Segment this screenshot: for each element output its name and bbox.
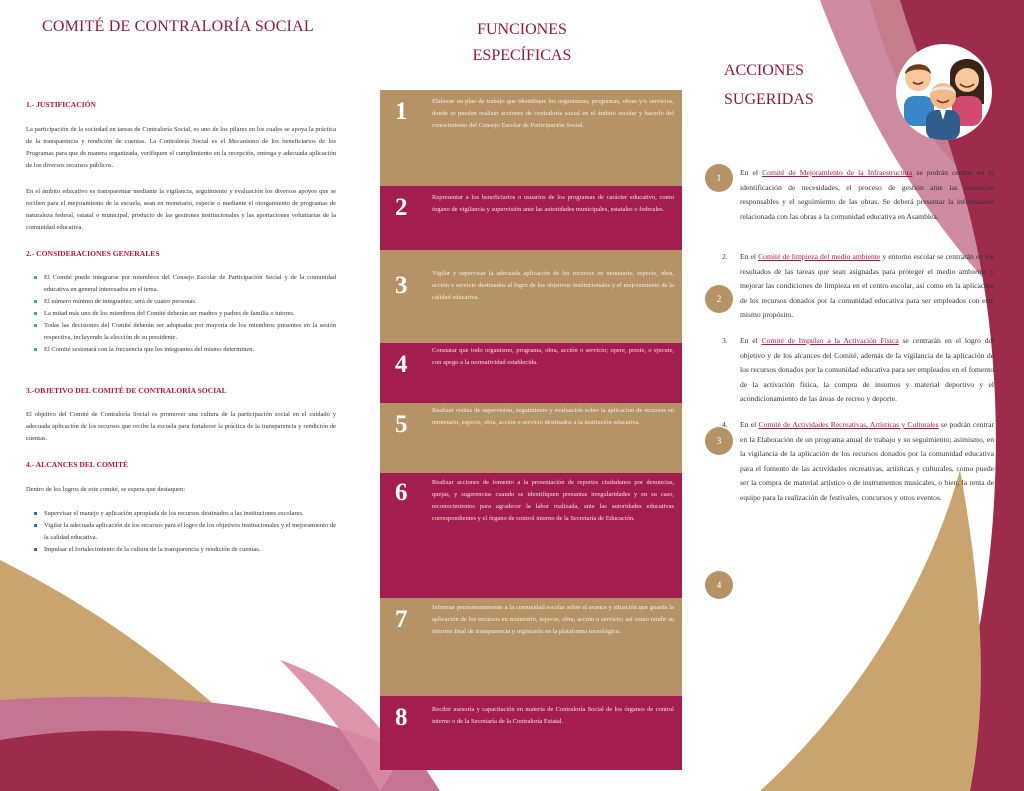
function-number: 4: [395, 351, 408, 378]
scope-intro: Dentro de los logros de este comité, se espera que destaquen:: [26, 486, 186, 493]
function-number: 2: [395, 194, 408, 221]
action-pre: En el: [740, 168, 763, 177]
function-number: 7: [395, 606, 408, 633]
committee-name: Comité de Impulso a la Activación Física: [761, 336, 899, 345]
people-illustration: [896, 44, 992, 140]
list-item: El Comité sesionará con la frecuencia que los integrantes del mismo determinen.: [26, 344, 336, 356]
function-block-3: [380, 250, 682, 343]
function-block-1: [380, 90, 682, 186]
function-block-8: [380, 696, 682, 770]
main-title: COMITÉ DE CONTRALORÍA SOCIAL: [42, 18, 314, 35]
function-text: Realizar visitas de supervisión, seguimiento y evaluación sobre la aplicación de recursos en monetario, especie, obra, acción o servicio destinados a la institución educativa.: [432, 407, 674, 426]
action-item-2: [722, 250, 994, 323]
action-marker-4: 4: [705, 571, 733, 599]
action-number: 2.: [722, 252, 728, 261]
function-text: Elaborar un plan de trabajo que identifique los organismos, programas, obras y/o servicios, donde se puedan realizar acciones de contraloría social en el ámbito escolar y hacerlo del conocimiento del Consejo Escolar de Participación Social.: [432, 98, 674, 129]
action-number: 4.: [722, 420, 728, 429]
action-pre: En el: [740, 420, 759, 429]
function-number: 8: [395, 704, 408, 731]
list-item: El número mínimo de integrantes; será de cuatro personas.: [26, 296, 336, 308]
committee-name: Comité de limpieza del medio ambiente: [758, 252, 881, 261]
action-item-3: [722, 334, 994, 407]
action-pre: En el: [740, 252, 759, 261]
function-number: 3: [395, 272, 408, 299]
actions-title: [724, 56, 814, 114]
action-text: se centrarán en el logro del objetivo y de los alcances del Comité, además de la vigilancia de la aplicación de los recursos donados por la comunidad educativa para ser empleados en el fomento de la activación física, la compra de insumos y material deportivo y el acondicionamiento de las áreas de recreo y deporte.: [740, 336, 994, 403]
objective-heading: 3.-OBJETIVO DEL COMITÉ DE CONTRALORÍA SOCIAL: [26, 386, 227, 395]
list-item: Impulsar el fortalecimiento de la cultura de la transparencia y rendición de cuentas.: [26, 544, 336, 556]
action-marker-3: 3: [705, 427, 733, 455]
functions-title-line1: FUNCIONES: [477, 21, 567, 38]
family-icon: [896, 44, 992, 140]
scope-list: [26, 508, 336, 556]
action-text: y entorno escolar se centrarán en los resultados de las tareas que sean asignadas para proteger el medio ambiente y mejorar las condiciones de limpieza en el centro escolar, así como en la aplicación de los recursos donados por la comunidad educativa para ser empleados con este mismo propósito.: [740, 252, 994, 319]
function-block-7: [380, 598, 682, 696]
function-block-4: [380, 343, 682, 403]
function-number: 6: [395, 479, 408, 506]
list-item: Todas las decisiones del Comité deberán ser adoptadas por mayoría de los miembros presentes en la sesión respectiva, incluyendo la elección de su presidente.: [26, 320, 336, 344]
functions-title-line2: ESPECÍFICAS: [472, 47, 572, 64]
action-text: se podrán centrar en la identificación de necesidades, el proceso de gestión ante las instancias responsables y el seguimiento de las obras. Se deberá presentar la información relacionada con las obras a la comunidad educativa en Asamblea.: [740, 168, 994, 221]
justification-heading: 1.- JUSTIFICACIÓN: [26, 100, 97, 109]
actions-title-line1: ACCIONES: [724, 62, 805, 79]
action-text: se podrán centrar en la Elaboración de un programa anual de trabajo y su seguimiento; asimismo, en la vigilancia de la aplicación de los recursos donados por la comunidad educativa para el fomento de las actividades recreativas, artísticas y culturales, como puede ser la compra de material artístico o de instrumentos musicales, o bien, la renta de equipo para la realización de festivales, concursos y otros eventos.: [740, 420, 995, 502]
function-block-5: [380, 403, 682, 473]
objective-paragraph: El objetivo del Comité de Contraloría Social es promover una cultura de la participación social en el cuidado y adecuada aplicación de los recursos que recibe la escuela para fortalecer la práctica de la transparencia y rendición de cuentas.: [26, 411, 336, 442]
general-considerations-list: [26, 272, 336, 356]
action-number: 3.: [722, 336, 728, 345]
general-considerations-heading: 2.- CONSIDERACIONES GENERALES: [26, 249, 160, 258]
function-block-2: [380, 186, 682, 250]
action-marker-1: 1: [705, 164, 733, 192]
action-item-1: [722, 166, 994, 224]
function-text: Realizar acciones de fomento a la presentación de reportes ciudadanos por denuncias, quejas, y sugerencias cuando se identifiquen presuntas irregularidades y en su caso, reconocimientos para agradecer la labor realizada, ante las autoridades educativas correspondientes y el órgano de control interno de la Secretaría de Educación.: [432, 479, 674, 522]
action-pre: En el: [740, 336, 762, 345]
committee-name: Comité de Mejoramiento de la Infraestructura: [762, 168, 913, 177]
justification-paragraph-1: La participación de la sociedad en tareas de Contraloría Social, es uno de los pilares en los cuales se apoya la práctica de la transparencia y rendición de cuentas. La Contraloría Social es el Mecanismo de los beneficiarios de los Programas para que de manera organizada, verifiquen el cumplimiento en la recepción, entrega y adecuada aplicación de los diversos recursos públicos.: [26, 126, 336, 169]
action-item-4: [722, 418, 994, 505]
scope-heading: 4.- ALCANCES DEL COMITÉ: [26, 460, 129, 469]
committee-name: Comité de Actividades Recreativas, Artísticas y Culturales: [758, 420, 939, 429]
function-text: Informar permanentemente a la comunidad escolar sobre el avance y situación que guarda la aplicación de los recursos en monetario, especie, obra, acción o servicio; así como rendir su informe final de transparencia y registrarlo en la plataforma tecnológica.: [432, 604, 674, 635]
function-number: 5: [395, 411, 408, 438]
function-text: Vigilar y supervisar la adecuada aplicación de los recursos en monetario, especie, obra, acción o servicio destinados al logro de los objetivos institucionales y el mejoramiento de la calidad educativa.: [432, 270, 674, 301]
list-item: Supervisar el manejo y aplicación apropiada de los recursos destinados a las instituciones escolares.: [26, 508, 336, 520]
function-text: Representar a los beneficiarios o usuarios de los programas de carácter educativo, como órgano de vigilancia y supervisión ante las autoridades municipales, estatales o federales.: [432, 194, 674, 213]
list-item: La mitad más uno de los miembros del Comité deberán ser madres y padres de familia o tutores.: [26, 308, 336, 320]
function-text: Recibir asesoría y capacitación en materia de Contraloría Social de los órganos de control interno o de la Secretaría de la Contraloría Estatal.: [432, 706, 674, 725]
actions-title-line2: SUGERIDAS: [724, 91, 814, 108]
function-text: Constatar que todo organismo, programa, obra, acción o servicio; opere, preste, o ejecute, con apego a la normatividad establecida.: [432, 347, 674, 366]
action-marker-2: 2: [705, 285, 733, 313]
list-item: El Comité puede integrarse por miembros del Consejo Escolar de Participación Social y de la comunidad educativa en general interesados en el tema.: [26, 272, 336, 296]
justification-paragraph-2: En el ámbito educativo es transparentar mediante la vigilancia, seguimiento y evaluación los diversos apoyos que se reciben para el mejoramiento de la escuela, sean en monetario, especie o mediante el otorgamiento de programas de naturaleza federal, estatal o municipal, producto de las gestiones institucionales y las aportaciones voluntarias de la comunidad educativa.: [26, 188, 336, 231]
function-block-6: [380, 473, 682, 598]
function-number: 1: [395, 98, 408, 125]
list-item: Vigilar la adecuada aplicación de los recursos para el logro de los objetivos institucionales y el mejoramiento de la calidad educativa.: [26, 520, 336, 544]
